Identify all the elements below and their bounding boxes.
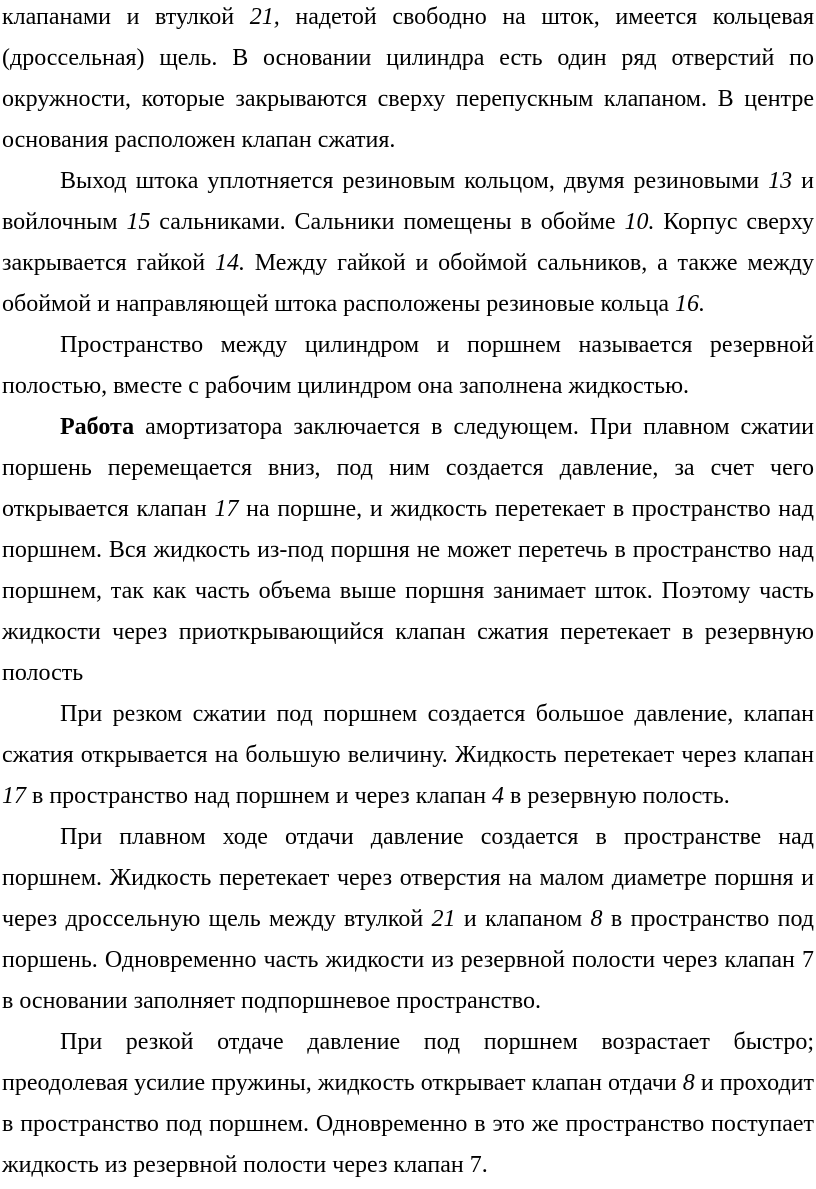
text-run: и войлочным: [2, 168, 815, 235]
paragraph-3: [2, 325, 814, 407]
paragraph-4: [2, 407, 814, 694]
paragraph-6: [2, 817, 814, 1022]
reference-number: 4: [492, 783, 505, 809]
text-run: При плавном ходе отдачи давление создается в пространстве над поршнем. Жидкость перетекает через отверстия на малом диаметре поршня и через дроссельную щель между втулкой: [2, 824, 814, 932]
reference-number: 17: [214, 496, 239, 522]
text-run: Корпус сверху закрывается гайкой: [2, 209, 815, 276]
text-run: При резком сжатии под поршнем создается большое давление, клапан сжатия открывается на большую величину. Жидкость перетекает через клапан: [2, 701, 814, 768]
reference-number: 14.: [214, 250, 245, 276]
bold-term: Работа: [60, 414, 135, 440]
reference-number: 10.: [624, 209, 655, 235]
text-run: в пространство над поршнем и через клапан: [26, 783, 493, 809]
text-run: Выход штока уплотняется резиновым кольцом, двумя резиновыми: [60, 168, 769, 194]
reference-number: 8: [590, 906, 603, 932]
text-run: в резервную полость.: [504, 783, 730, 809]
text-run: и проходит в пространство под поршнем. Одновременно в это же пространство поступает жидкость из резервной полости через клапан 7.: [2, 1070, 814, 1178]
text-run: амортизатора заключается в следующем. При плавном сжатии поршень перемещается вниз, под ним создается давление, за счет чего открывается клапан: [2, 414, 814, 522]
paragraph-7: [2, 1022, 814, 1186]
text-run: сальниками. Сальники помещены в обойме: [150, 209, 625, 235]
text-run: в пространство под поршень. Одновременно часть жидкости из резервной полости через клапан 7 в основании заполняет подпоршневое пространство.: [2, 906, 815, 1014]
paragraph-5: [2, 694, 814, 817]
reference-number: 15: [126, 209, 151, 235]
reference-number: 17: [2, 783, 26, 809]
reference-number: 16.: [675, 291, 706, 317]
text-run: Между гайкой и обоймой сальников, а также между обоймой и направляющей штока расположены резиновые кольца: [2, 250, 814, 317]
text-run: Пространство между цилиндром и поршнем называется резервной полостью, вместе с рабочим цилиндром она заполнена жидкостью.: [2, 332, 814, 399]
text-run: При резкой отдаче давление под поршнем возрастает быстро; преодолевая усилие пружины, жидкость открывает клапан отдачи: [2, 1029, 814, 1096]
paragraph-2: [2, 161, 814, 325]
text-run: клапанами и втулкой: [2, 4, 250, 30]
reference-number: 21: [431, 906, 456, 932]
text-run: и клапаном: [455, 906, 591, 932]
text-run: надетой свободно на шток, имеется кольцевая (дроссельная) щель. В основании цилиндра есть один ряд отверстий по окружности, которые закрываются сверху перепускным клапаном. В центре основания расположен клапан сжатия.: [2, 4, 815, 153]
reference-number: 13: [768, 168, 793, 194]
paragraph-1: [2, 0, 814, 161]
text-run: на поршне, и жидкость перетекает в пространство над поршнем. Вся жидкость из-под поршня не может перетечь в пространство над поршнем, так как часть объема выше поршня занимает шток. Поэтому часть жидкости через приоткрывающийся клапан сжатия перетекает в резервную полость: [2, 496, 814, 686]
reference-number: 8: [682, 1070, 695, 1096]
reference-number: 21,: [249, 4, 280, 30]
